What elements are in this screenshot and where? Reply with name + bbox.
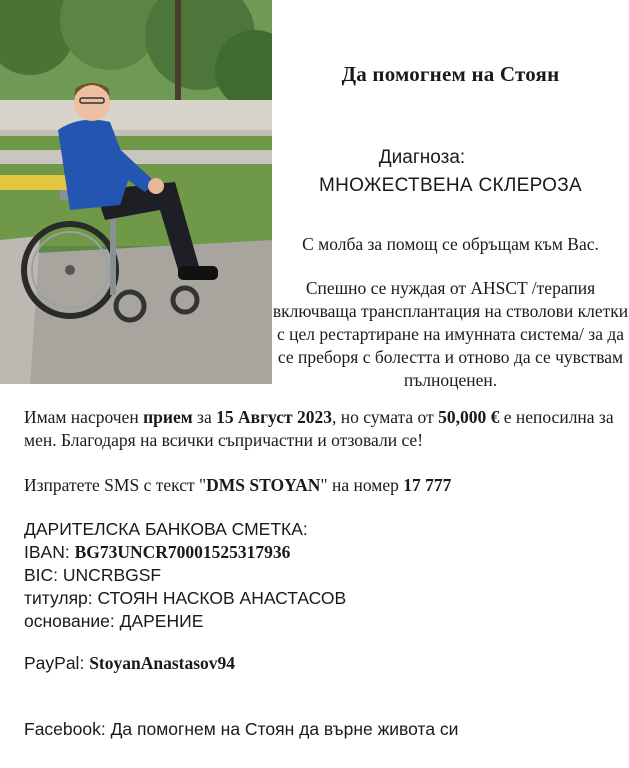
photo-man-in-wheelchair	[0, 0, 272, 384]
reason-value: ДАРЕНИЕ	[119, 611, 204, 631]
diagnosis-value: МНОЖЕСТВЕНА СКЛЕРОЗА	[319, 175, 582, 196]
appointment-text-1: Имам насрочен	[24, 407, 144, 427]
diagnosis-label: Диагноза:	[378, 147, 466, 168]
paypal-account: StoyanAnastasov94	[89, 653, 236, 673]
appointment-text-3: , но сумата от	[331, 407, 439, 427]
facebook-page: Да помогнем на Стоян да върне живота си	[110, 719, 459, 739]
appointment-paragraph	[24, 406, 624, 452]
bank-details	[24, 518, 624, 633]
treatment-need-text: Спешно се нуждая от AHSCT /терапия включваща трансплантация на стволови клетки с цел рестартиране на имунната система/ за да се преборя с болестта и отново да се чувствам пълноценен.	[272, 278, 629, 390]
sms-number: 17 777	[403, 475, 452, 495]
appointment-text-2: за	[192, 407, 217, 427]
facebook-label: Facebook:	[24, 719, 111, 739]
reason-label: основание:	[24, 611, 120, 631]
appointment-word: прием	[143, 407, 193, 427]
appointment-date: 15 Август 2023	[216, 407, 332, 427]
iban-value: BG73UNCR70001525317936	[74, 542, 291, 562]
bic-value: UNCRBGSF	[62, 565, 162, 585]
appointment-amount: 50,000 €	[438, 407, 500, 427]
page-title: Да помогнем на Стоян	[341, 62, 560, 86]
holder-value: СТОЯН НАСКОВ АНАСТАСОВ	[97, 588, 347, 608]
sms-text-1: Изпратете SMS с текст "	[24, 475, 207, 495]
bic-label: BIC:	[24, 565, 63, 585]
paypal-label: PayPal:	[24, 653, 90, 673]
sms-text-2: " на номер	[320, 475, 404, 495]
sms-instructions	[24, 474, 624, 497]
bank-heading: ДАРИТЕЛСКА БАНКОВА СМЕТКА:	[24, 519, 308, 539]
holder-label: титуляр:	[24, 588, 98, 608]
iban-label: IBAN:	[24, 542, 75, 562]
photo-illustration	[0, 0, 272, 384]
facebook-line	[24, 718, 624, 741]
appointment-text-4: е непосилна за мен. Благодаря на всички съпричастни и отзовали се!	[24, 407, 614, 450]
sms-code: DMS STOYAN	[206, 475, 321, 495]
paypal-line	[24, 652, 624, 675]
help-request-text: С молба за помощ се обръщам към Вас.	[302, 234, 599, 254]
